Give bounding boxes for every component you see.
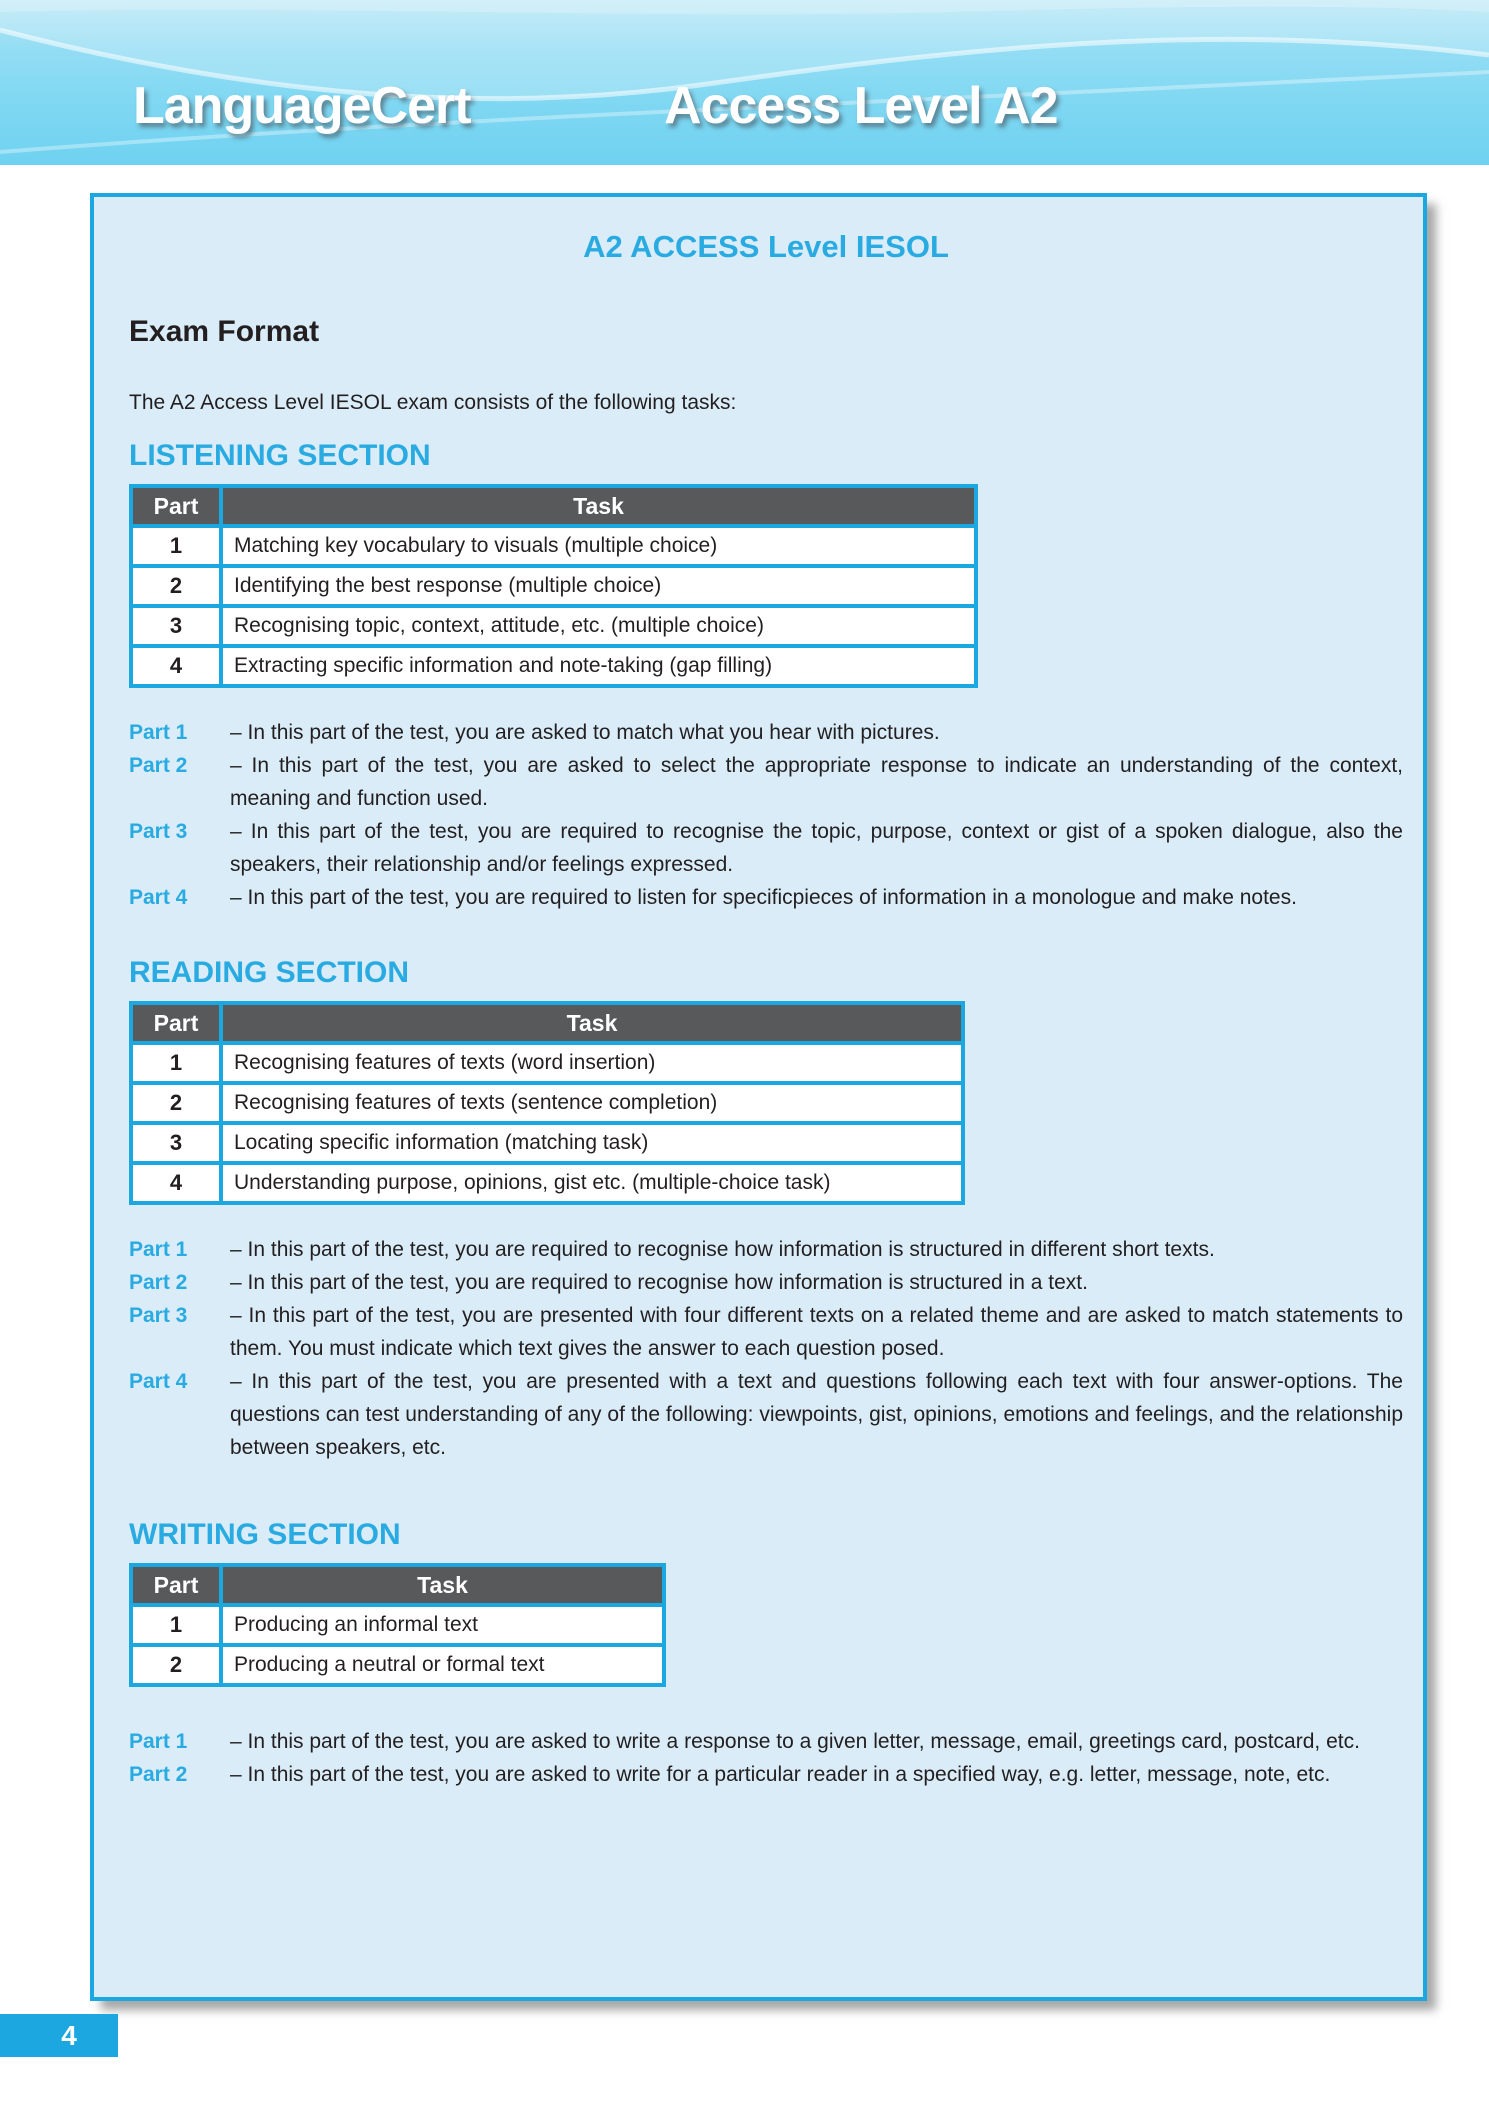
task-cell: Understanding purpose, opinions, gist etc. (multiple-choice task) (221, 1163, 963, 1203)
header-band (0, 0, 1489, 165)
writing-section (129, 1518, 1403, 1791)
table-row (131, 1163, 963, 1203)
part-number-cell: 4 (131, 646, 221, 686)
reading-section-heading: READING SECTION (129, 956, 410, 989)
table-row (131, 1043, 963, 1083)
column-header-task: Task (221, 486, 976, 526)
document-title: A2 ACCESS Level IESOL (583, 229, 949, 264)
table-header-row (131, 1003, 963, 1043)
task-cell: Matching key vocabulary to visuals (multiple choice) (221, 526, 976, 566)
writing-part-descriptions (129, 1725, 1403, 1791)
column-header-part: Part (131, 1003, 221, 1043)
part-label: Part 1 (129, 1730, 188, 1753)
part-label: Part 2 (129, 754, 188, 777)
reading-part-descriptions (129, 1233, 1403, 1464)
table-row (131, 1645, 664, 1685)
table-row (131, 566, 976, 606)
listening-section (129, 439, 1403, 914)
reading-section (129, 956, 1403, 1464)
brand-logo-text: LanguageCert (133, 77, 471, 135)
part-description (129, 1725, 1403, 1758)
task-cell: Identifying the best response (multiple choice) (221, 566, 976, 606)
table-row (131, 606, 976, 646)
part-description (129, 881, 1403, 914)
table-row (131, 1123, 963, 1163)
task-cell: Locating specific information (matching task) (221, 1123, 963, 1163)
part-text: – In this part of the test, you are asked to select the appropriate response to indicate an understanding of the context, meaning and function used. (230, 754, 1403, 810)
column-header-task: Task (221, 1565, 664, 1605)
part-text: – In this part of the test, you are required to listen for specificpieces of information in a monologue and make notes. (230, 886, 1297, 909)
writing-task-table (129, 1563, 666, 1687)
part-description (129, 1365, 1403, 1464)
part-number-cell: 3 (131, 1123, 221, 1163)
part-description (129, 716, 1403, 749)
part-label: Part 2 (129, 1763, 188, 1786)
table-header-row (131, 486, 976, 526)
column-header-task: Task (221, 1003, 963, 1043)
part-label: Part 4 (129, 1370, 188, 1393)
task-cell: Producing an informal text (221, 1605, 664, 1645)
table-header-row (131, 1565, 664, 1605)
part-label: Part 2 (129, 1271, 188, 1294)
part-label: Part 1 (129, 721, 188, 744)
part-text: – In this part of the test, you are presented with four different texts on a related theme and are asked to match statements to them. You must indicate which text gives the answer to each question posed. (230, 1304, 1403, 1360)
part-number-cell: 2 (131, 566, 221, 606)
product-title-text: Access Level A2 (664, 77, 1058, 135)
content-panel (90, 193, 1427, 2001)
column-header-part: Part (131, 486, 221, 526)
part-text: – In this part of the test, you are required to recognise the topic, purpose, context or gist of a spoken dialogue, also the speakers, their relationship and/or feelings expressed. (230, 820, 1403, 876)
part-number-cell: 1 (131, 1043, 221, 1083)
table-row (131, 646, 976, 686)
part-text: – In this part of the test, you are asked to match what you hear with pictures. (230, 721, 940, 744)
table-row (131, 1605, 664, 1645)
part-description (129, 1299, 1403, 1365)
part-number-cell: 2 (131, 1083, 221, 1123)
part-text: – In this part of the test, you are required to recognise how information is structured in different short texts. (230, 1238, 1215, 1261)
part-number-cell: 3 (131, 606, 221, 646)
task-cell: Recognising topic, context, attitude, etc. (multiple choice) (221, 606, 976, 646)
part-label: Part 1 (129, 1238, 188, 1261)
part-description (129, 749, 1403, 815)
task-cell: Producing a neutral or formal text (221, 1645, 664, 1685)
listening-part-descriptions (129, 716, 1403, 914)
part-description (129, 1233, 1403, 1266)
listening-section-heading: LISTENING SECTION (129, 439, 431, 472)
part-label: Part 4 (129, 886, 188, 909)
part-text: – In this part of the test, you are required to recognise how information is structured in a text. (230, 1271, 1088, 1294)
part-description (129, 1266, 1403, 1299)
column-header-part: Part (131, 1565, 221, 1605)
part-label: Part 3 (129, 820, 188, 843)
part-number-cell: 4 (131, 1163, 221, 1203)
listening-task-table (129, 484, 978, 688)
part-description (129, 1758, 1403, 1791)
part-number-cell: 1 (131, 1605, 221, 1645)
exam-format-heading: Exam Format (129, 315, 320, 348)
part-number-cell: 1 (131, 526, 221, 566)
task-cell: Recognising features of texts (word insertion) (221, 1043, 963, 1083)
part-description (129, 815, 1403, 881)
page-number-badge: 4 (0, 2014, 118, 2057)
reading-task-table (129, 1001, 965, 1205)
part-text: – In this part of the test, you are asked to write a response to a given letter, message, email, greetings card, postcard, etc. (230, 1730, 1360, 1753)
part-label: Part 3 (129, 1304, 188, 1327)
intro-text: The A2 Access Level IESOL exam consists of the following tasks: (129, 391, 737, 414)
part-text: – In this part of the test, you are presented with a text and questions following each text with four answer-options. The questions can test understanding of any of the following: viewpoints, gist, opinions, emotions and feelings, and the relationship between speakers, etc. (230, 1370, 1403, 1459)
task-cell: Extracting specific information and note-taking (gap filling) (221, 646, 976, 686)
table-row (131, 1083, 963, 1123)
task-cell: Recognising features of texts (sentence completion) (221, 1083, 963, 1123)
table-row (131, 526, 976, 566)
part-text: – In this part of the test, you are asked to write for a particular reader in a specified way, e.g. letter, message, note, etc. (230, 1763, 1331, 1786)
part-number-cell: 2 (131, 1645, 221, 1685)
writing-section-heading: WRITING SECTION (129, 1518, 401, 1551)
